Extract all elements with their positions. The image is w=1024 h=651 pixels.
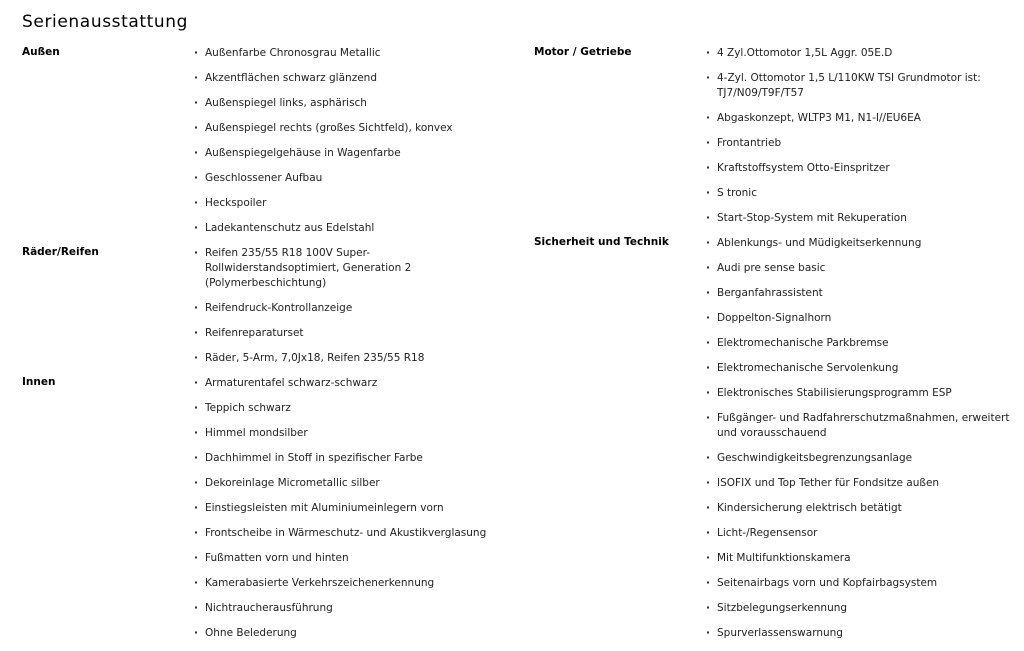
feature-item: · Geschwindigkeitsbegrenzungsanlage xyxy=(706,451,1014,466)
feature-item: · Audi pre sense basic xyxy=(706,261,1014,276)
equipment-section xyxy=(534,236,1014,641)
feature-item: · Ladekantenschutz aus Edelstahl xyxy=(194,221,502,236)
feature-item: · Einstiegsleisten mit Aluminiumeinlegern vorn xyxy=(194,501,502,516)
feature-item: · Licht-/Regensensor xyxy=(706,526,1014,541)
feature-item: · Elektromechanische Servolenkung xyxy=(706,361,1014,376)
feature-item: · Teppich schwarz xyxy=(194,401,502,416)
feature-item: · Nichtraucherausführung xyxy=(194,601,502,616)
section-label: Sicherheit und Technik xyxy=(534,236,669,248)
feature-item: · Abgaskonzept, WLTP3 M1, N1-I//EU6EA xyxy=(706,111,1014,126)
feature-item: · Ohne Belederung xyxy=(194,626,502,641)
page-title: Serienausstattung xyxy=(22,12,189,32)
feature-item: · Akzentflächen schwarz glänzend xyxy=(194,71,502,86)
feature-item: · Reifenreparaturset xyxy=(194,326,502,341)
feature-item: · Armaturentafel schwarz-schwarz xyxy=(194,376,502,391)
feature-item: · Geschlossener Aufbau xyxy=(194,171,502,186)
feature-item: · S tronic xyxy=(706,186,1014,201)
feature-item: · Ablenkungs- und Müdigkeitserkennung xyxy=(706,236,1014,251)
feature-item: · Außenspiegelgehäuse in Wagenfarbe xyxy=(194,146,502,161)
equipment-section xyxy=(22,376,502,641)
feature-item: · Doppelton-Signalhorn xyxy=(706,311,1014,326)
equipment-section xyxy=(534,46,1014,226)
feature-item: · Reifendruck-Kontrollanzeige xyxy=(194,301,502,316)
feature-item: · Dekoreinlage Micrometallic silber xyxy=(194,476,502,491)
section-label: Außen xyxy=(22,46,60,58)
feature-item: · Kraftstoffsystem Otto-Einspritzer xyxy=(706,161,1014,176)
feature-item: · Fußgänger- und Radfahrerschutzmaßnahmen, erweitert und vorausschauend xyxy=(706,411,1014,441)
feature-item: · Kindersicherung elektrisch betätigt xyxy=(706,501,1014,516)
feature-item: · Himmel mondsilber xyxy=(194,426,502,441)
feature-item: · Elektromechanische Parkbremse xyxy=(706,336,1014,351)
section-label: Motor / Getriebe xyxy=(534,46,632,58)
feature-item: · Außenspiegel rechts (großes Sichtfeld), konvex xyxy=(194,121,502,136)
feature-item: · Außenspiegel links, asphärisch xyxy=(194,96,502,111)
feature-list xyxy=(194,376,502,641)
feature-item: · Räder, 5-Arm, 7,0Jx18, Reifen 235/55 R18 xyxy=(194,351,502,366)
right-column xyxy=(534,46,1014,651)
feature-item: · Außenfarbe Chronosgrau Metallic xyxy=(194,46,502,61)
feature-item: · Start-Stop-System mit Rekuperation xyxy=(706,211,1014,226)
feature-item: · Sitzbelegungserkennung xyxy=(706,601,1014,616)
feature-item: · 4-Zyl. Ottomotor 1,5 L/110KW TSI Grundmotor ist: TJ7/N09/T9F/T57 xyxy=(706,71,1014,101)
feature-item: · Mit Multifunktionskamera xyxy=(706,551,1014,566)
equipment-section xyxy=(22,246,502,366)
feature-item: · Berganfahrassistent xyxy=(706,286,1014,301)
feature-item: · Kamerabasierte Verkehrszeichenerkennung xyxy=(194,576,502,591)
feature-item: · Fußmatten vorn und hinten xyxy=(194,551,502,566)
feature-list xyxy=(194,246,502,366)
equipment-section xyxy=(22,46,502,236)
feature-item: · Elektronisches Stabilisierungsprogramm ESP xyxy=(706,386,1014,401)
feature-item: · Reifen 235/55 R18 100V Super- Rollwiderstandsoptimiert, Generation 2 (Polymerbeschichtung) xyxy=(194,246,502,291)
feature-item: · Heckspoiler xyxy=(194,196,502,211)
feature-item: · Spurverlassenswarnung xyxy=(706,626,1014,641)
feature-item: · Frontscheibe in Wärmeschutz- und Akustikverglasung xyxy=(194,526,502,541)
feature-item: · Frontantrieb xyxy=(706,136,1014,151)
feature-list xyxy=(706,46,1014,226)
feature-item: · 4 Zyl.Ottomotor 1,5L Aggr. 05E.D xyxy=(706,46,1014,61)
section-label: Innen xyxy=(22,376,56,388)
feature-list xyxy=(706,236,1014,641)
feature-item: · Seitenairbags vorn und Kopfairbagsystem xyxy=(706,576,1014,591)
left-column xyxy=(22,46,502,651)
section-label: Räder/Reifen xyxy=(22,246,99,258)
feature-list xyxy=(194,46,502,236)
feature-item: · ISOFIX und Top Tether für Fondsitze außen xyxy=(706,476,1014,491)
feature-item: · Dachhimmel in Stoff in spezifischer Farbe xyxy=(194,451,502,466)
